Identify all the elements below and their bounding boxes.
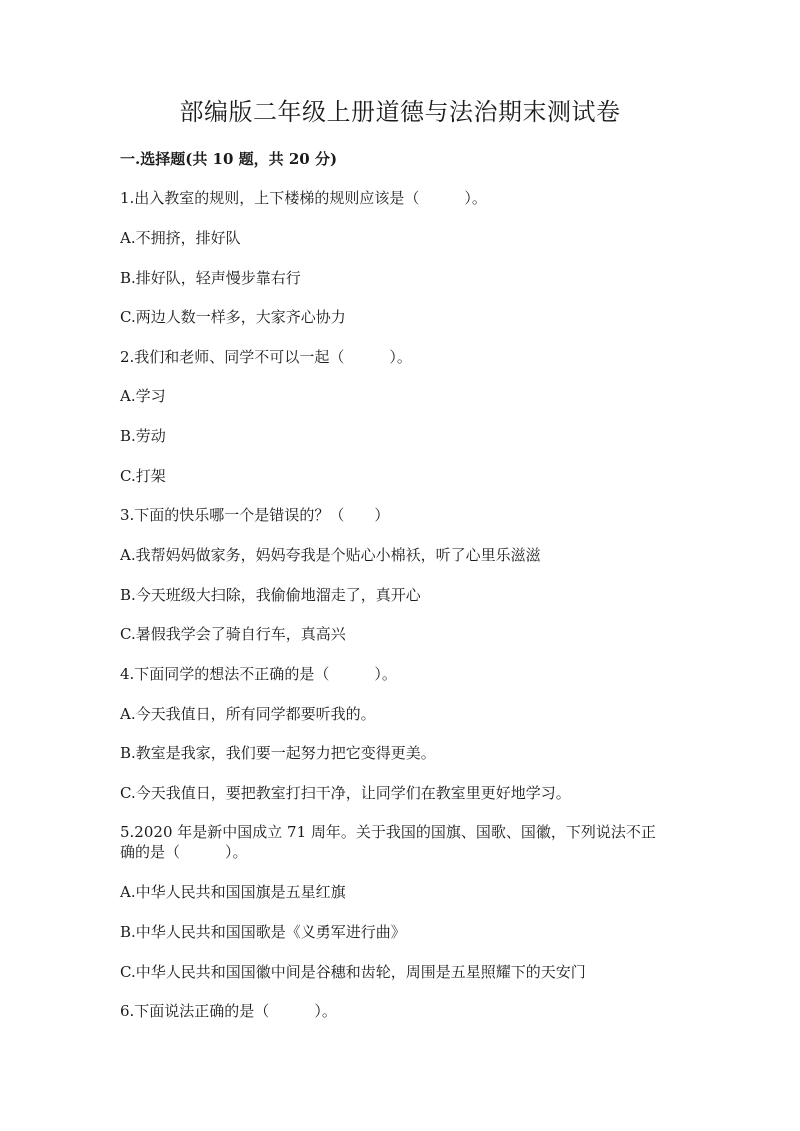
- question-2-stem: 2.我们和老师、同学不可以一起（ ）。: [120, 348, 412, 366]
- question-3-option-b: B.今天班级大扫除，我偷偷地溜走了，真开心: [120, 586, 421, 604]
- question-3-stem: 3.下面的快乐哪一个是错误的？（ ）: [120, 506, 390, 524]
- question-5-stem: 5.2020 年是新中国成立 71 周年。关于我国的国旗、国歌、国徽，下列说法不正确的是（ ）。: [120, 823, 656, 861]
- question-5-option-c: C.中华人民共和国国徽中间是谷穗和齿轮，周围是五星照耀下的天安门: [120, 963, 586, 981]
- question-1-stem: 1.出入教室的规则，上下楼梯的规则应该是（ ）。: [120, 189, 487, 207]
- question-5-option-b: B.中华人民共和国国歌是《义勇军进行曲》: [120, 923, 406, 941]
- question-4-option-c: C.今天我值日，要把教室打扫干净，让同学们在教室里更好地学习。: [120, 784, 571, 802]
- question-2-option-c: C.打架: [120, 467, 166, 485]
- question-2-option-a: A.学习: [120, 387, 166, 405]
- question-5-option-a: A.中华人民共和国国旗是五星红旗: [120, 883, 346, 901]
- question-1-option-c: C.两边人数一样多，大家齐心协力: [120, 308, 346, 326]
- section-heading: 一.选择题(共 10 题，共 20 分): [120, 150, 338, 168]
- question-1-option-a: A.不拥挤，排好队: [120, 229, 241, 247]
- question-3-option-c: C.暑假我学会了骑自行车，真高兴: [120, 625, 346, 643]
- question-3-option-a: A.我帮妈妈做家务，妈妈夸我是个贴心小棉袄，听了心里乐滋滋: [120, 546, 541, 564]
- exam-title: 部编版二年级上册道德与法治期末测试卷: [179, 98, 621, 126]
- question-6-stem: 6.下面说法正确的是（ ）。: [120, 1002, 337, 1020]
- question-4-stem: 4.下面同学的想法不正确的是（ ）。: [120, 665, 397, 683]
- question-2-option-b: B.劳动: [120, 427, 166, 445]
- question-1-option-b: B.排好队，轻声慢步靠右行: [120, 269, 301, 287]
- question-4-option-a: A.今天我值日，所有同学都要听我的。: [120, 705, 376, 723]
- question-4-option-b: B.教室是我家，我们要一起努力把它变得更美。: [120, 744, 436, 762]
